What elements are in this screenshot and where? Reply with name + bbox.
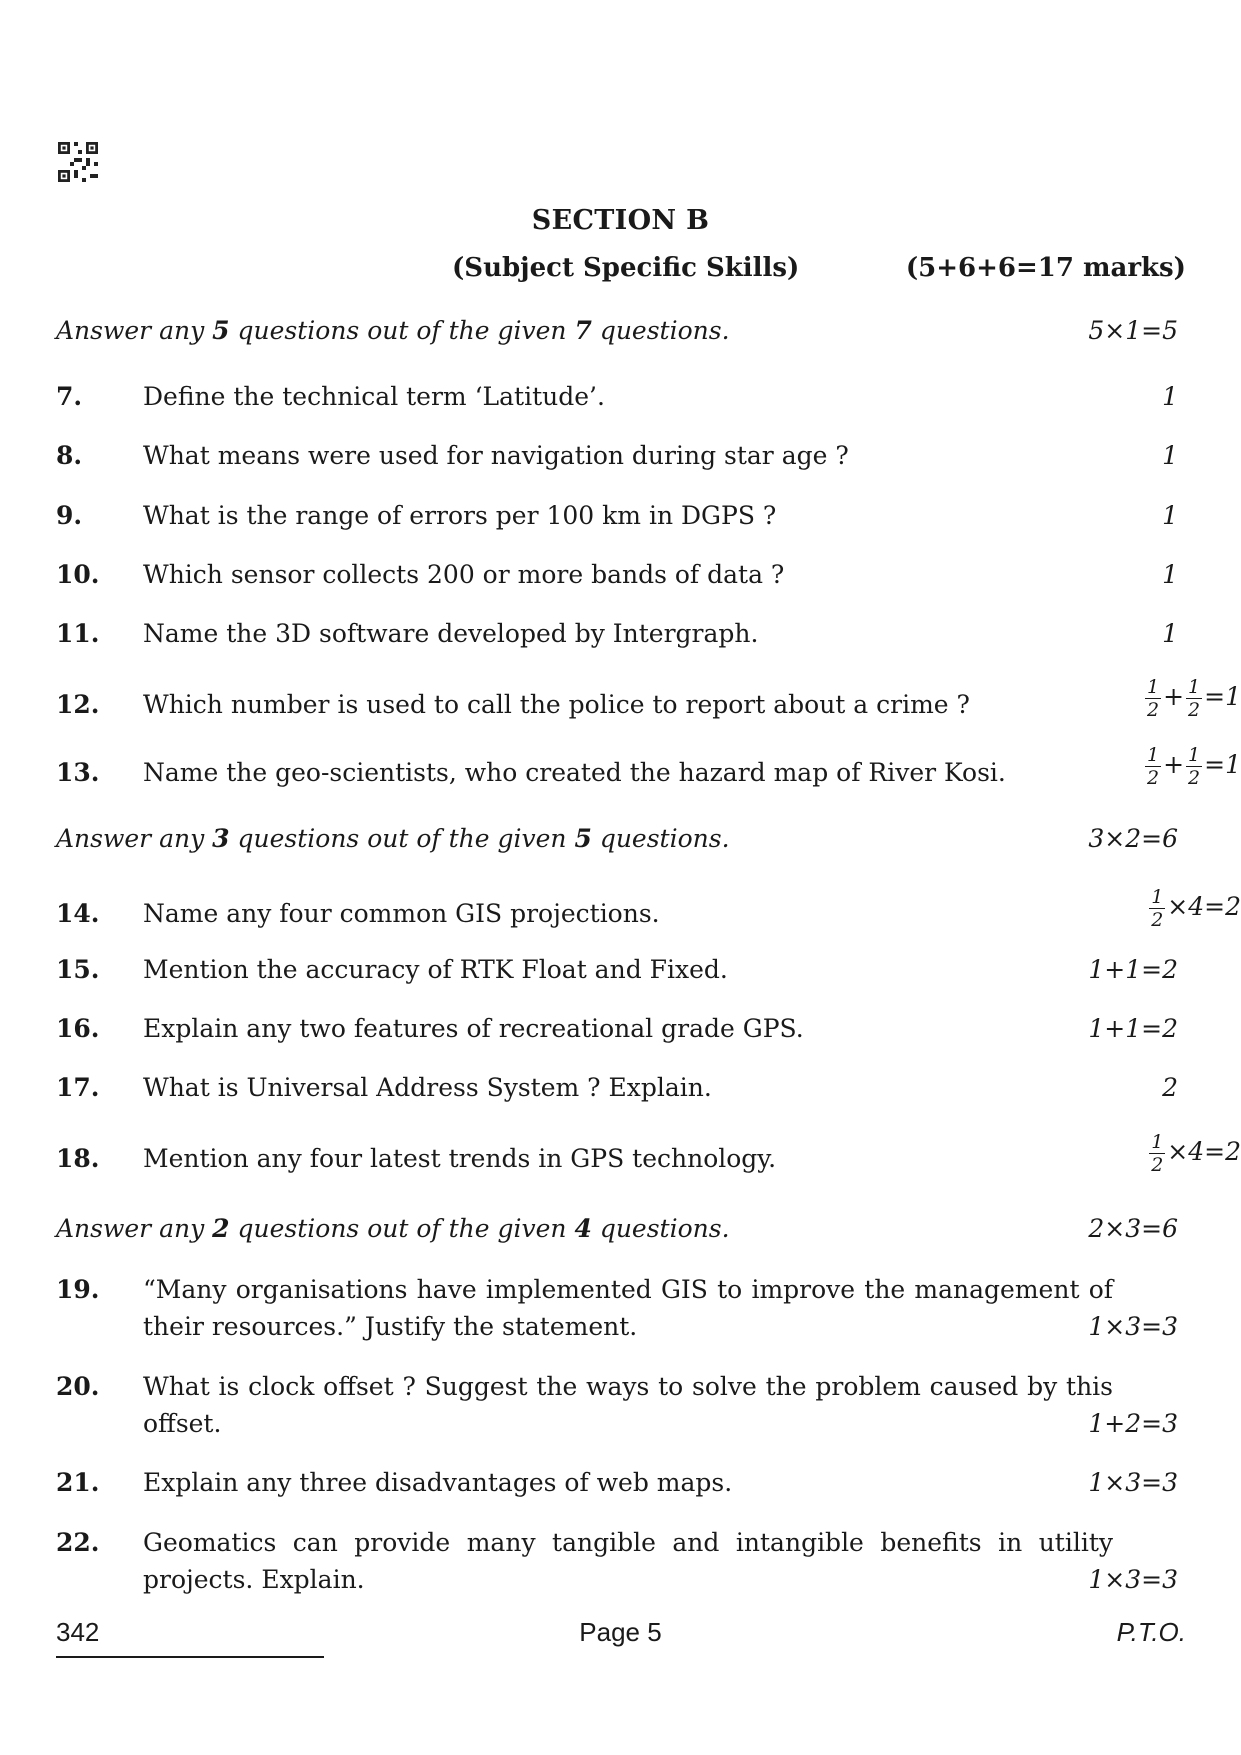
pto-label: P.T.O.	[1116, 1617, 1186, 1647]
question-number: 8.	[56, 441, 83, 470]
paper-code: 342	[56, 1617, 100, 1647]
question-text: What is Universal Address System ? Explain.	[143, 1073, 712, 1102]
question-marks: 1×3=3	[1088, 1565, 1178, 1594]
fraction-half: $\frac{1}{2}$	[1151, 886, 1164, 931]
question-text: Name the geo-scientists, who created the hazard map of River Kosi.	[143, 758, 1006, 787]
question-marks: 1×3=3	[1088, 1312, 1178, 1341]
question-text: Define the technical term ‘Latitude’.	[143, 382, 605, 411]
question-text: Explain any three disadvantages of web maps.	[143, 1468, 733, 1497]
question-text: What means were used for navigation during star age ?	[143, 441, 849, 470]
question-marks: 2	[1162, 1073, 1178, 1102]
group-instruction: Answer any 2 questions out of the given 4 questions.	[56, 1214, 730, 1243]
question-number: 14.	[56, 899, 100, 928]
question-marks: 1	[1162, 382, 1178, 411]
question-number: 9.	[56, 501, 83, 530]
question-text: Mention the accuracy of RTK Float and Fixed.	[143, 955, 728, 984]
question-number: 10.	[56, 560, 100, 589]
question-text: Geomatics can provide many tangible and intangible benefits in utility projects. Explain.	[143, 1528, 1113, 1594]
group-instruction: Answer any 5 questions out of the given 7 questions.	[56, 316, 730, 345]
section-marks: (5+6+6=17 marks)	[905, 253, 1186, 283]
question-text: What is clock offset ? Suggest the ways to solve the problem caused by this offset.	[143, 1372, 1113, 1438]
group-marks: 3×2=6	[1088, 824, 1178, 853]
question-marks: 1	[1162, 560, 1178, 589]
question-marks: 1+2=3	[1088, 1409, 1178, 1438]
question-number: 12.	[56, 690, 100, 719]
question-marks: 1+1=2	[1088, 1014, 1178, 1043]
question-number: 22.	[56, 1528, 100, 1557]
question-marks: 1	[1162, 501, 1178, 530]
group-marks: 2×3=6	[1088, 1214, 1178, 1243]
question-marks: $\frac{1}{2}$ + $\frac{1}{2}$ =1	[1147, 676, 1241, 721]
question-text: Mention any four latest trends in GPS technology.	[143, 1144, 777, 1173]
question-text: Explain any two features of recreational grade GPS.	[143, 1014, 804, 1043]
page-number: Page 5	[579, 1617, 662, 1647]
fraction-half: $\frac{1}{2}$	[1147, 676, 1160, 721]
section-subtitle: (Subject Specific Skills)	[452, 253, 800, 283]
group-instruction: Answer any 3 questions out of the given 5 questions.	[56, 824, 730, 853]
section-title: SECTION B	[531, 205, 710, 236]
question-marks: 1+1=2	[1088, 955, 1178, 984]
question-text: Which sensor collects 200 or more bands of data ?	[143, 560, 785, 589]
footer-divider	[56, 1656, 324, 1658]
question-marks: $\frac{1}{2}$ ×4=2	[1151, 1131, 1241, 1176]
question-number: 17.	[56, 1073, 100, 1102]
fraction-half: $\frac{1}{2}$	[1188, 744, 1201, 789]
question-marks: $\frac{1}{2}$ + $\frac{1}{2}$ =1	[1147, 744, 1241, 789]
qr-code-icon	[58, 142, 98, 182]
question-number: 7.	[56, 382, 83, 411]
fraction-half: $\frac{1}{2}$	[1151, 1131, 1164, 1176]
question-text: What is the range of errors per 100 km in DGPS ?	[143, 501, 777, 530]
question-number: 16.	[56, 1014, 100, 1043]
question-text: Name the 3D software developed by Intergraph.	[143, 619, 759, 648]
question-number: 11.	[56, 619, 100, 648]
question-marks: 1×3=3	[1088, 1468, 1178, 1497]
question-number: 18.	[56, 1144, 100, 1173]
fraction-half: $\frac{1}{2}$	[1188, 676, 1201, 721]
question-number: 13.	[56, 758, 100, 787]
question-number: 19.	[56, 1275, 100, 1304]
question-marks: $\frac{1}{2}$ ×4=2	[1151, 886, 1241, 931]
group-marks: 5×1=5	[1088, 316, 1178, 345]
question-number: 21.	[56, 1468, 100, 1497]
question-text: Which number is used to call the police to report about a crime ?	[143, 690, 970, 719]
fraction-half: $\frac{1}{2}$	[1147, 744, 1160, 789]
question-marks: 1	[1162, 619, 1178, 648]
question-number: 20.	[56, 1372, 100, 1401]
question-text: “Many organisations have implemented GIS to improve the management of their resources.” Justify the statement.	[143, 1275, 1113, 1341]
question-marks: 1	[1162, 441, 1178, 470]
question-text: Name any four common GIS projections.	[143, 899, 660, 928]
question-number: 15.	[56, 955, 100, 984]
